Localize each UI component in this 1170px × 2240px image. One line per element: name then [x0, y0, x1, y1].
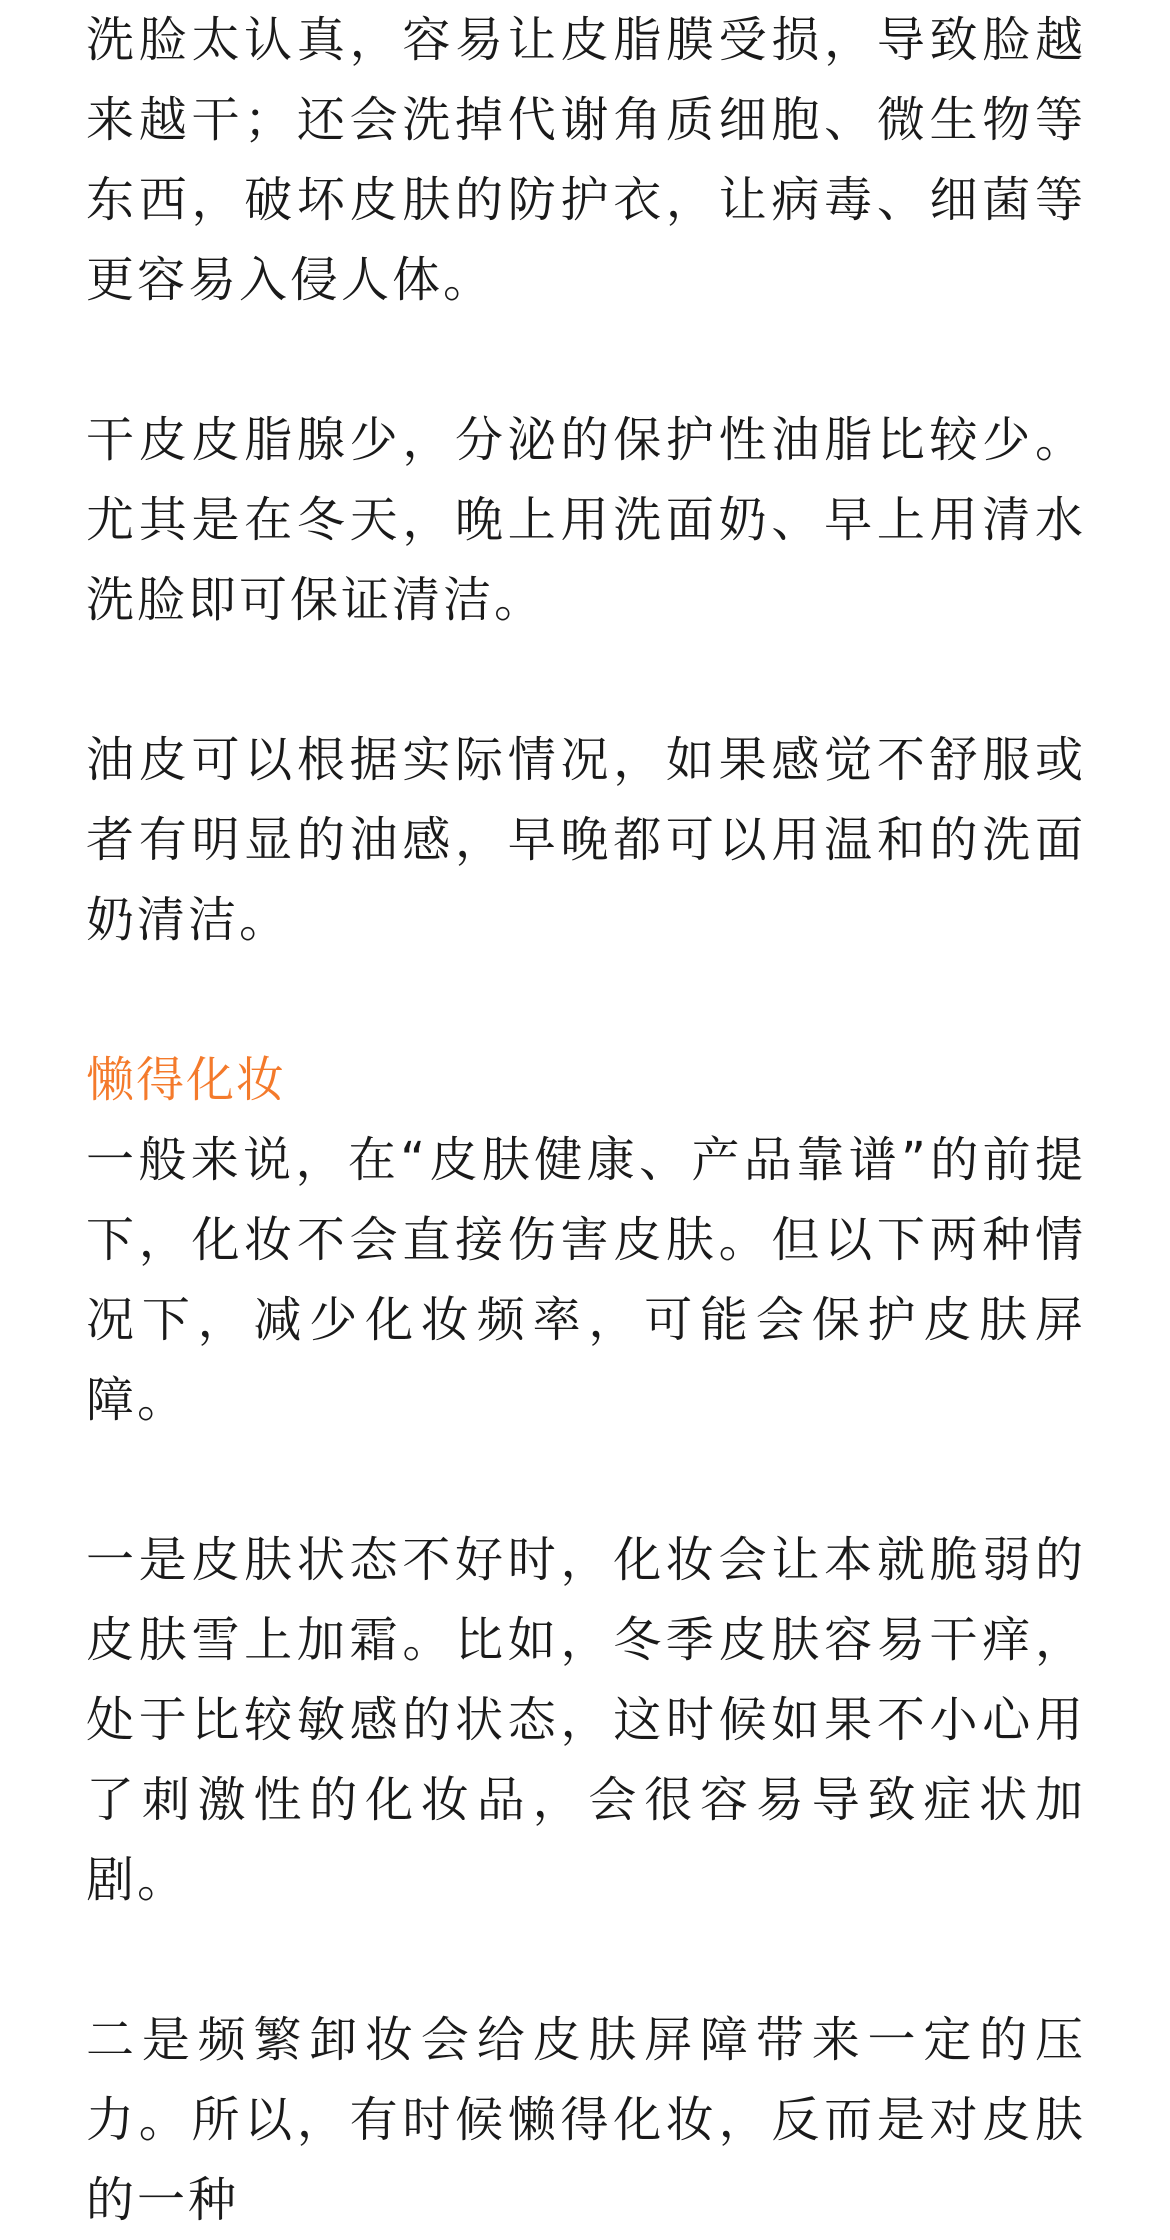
paragraph-frequent-removal: 二是频繁卸妆会给皮肤屏障带来一定的压力。所以，有时候懒得化妆，反而是对皮肤的一种	[86, 2012, 1086, 2228]
paragraph-makeup-general: 一般来说，在“皮肤健康、产品靠谱”的前提下，化妆不会直接伤害皮肤。但以下两种情况下，减少化妆频率，可能会保护皮肤屏障。	[86, 1132, 1086, 1428]
paragraph-face-washing: 洗脸太认真，容易让皮脂膜受损，导致脸越来越干；还会洗掉代谢角质细胞、微生物等东西，破坏皮肤的防护衣，让病毒、细菌等更容易入侵人体。	[86, 12, 1086, 308]
article-body	[86, 0, 1086, 2240]
paragraph-poor-skin-state: 一是皮肤状态不好时，化妆会让本就脆弱的皮肤雪上加霜。比如，冬季皮肤容易干痒，处于比较敏感的状态，这时候如果不小心用了刺激性的化妆品，会很容易导致症状加剧。	[86, 1532, 1086, 1908]
section-heading-lazy-makeup: 懒得化妆	[86, 1052, 287, 1108]
paragraph-oily-skin: 油皮可以根据实际情况，如果感觉不舒服或者有明显的油感，早晚都可以用温和的洗面奶清洁。	[86, 732, 1086, 948]
paragraph-dry-skin: 干皮皮脂腺少，分泌的保护性油脂比较少。尤其是在冬天，晚上用洗面奶、早上用清水洗脸即可保证清洁。	[86, 412, 1086, 628]
